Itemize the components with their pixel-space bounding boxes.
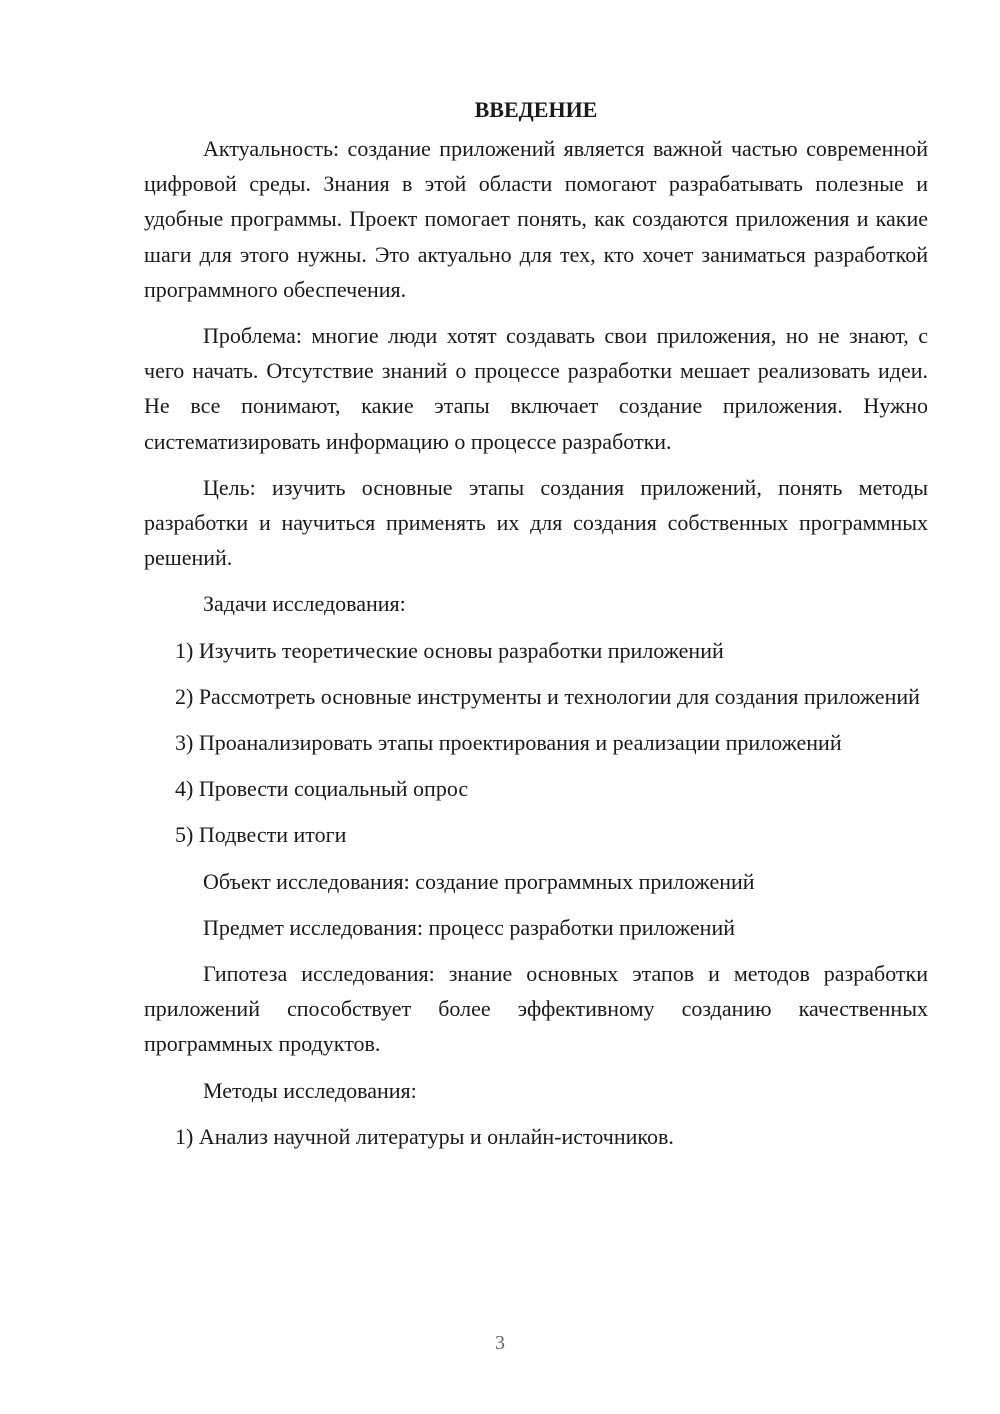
page-number: 3 [495,1332,505,1354]
methods-heading: Методы исследования: [203,1077,417,1103]
page-content [144,92,928,1165]
task-item: 5) Подвести итоги [175,822,347,848]
section-title: ВВЕДЕНИЕ [474,97,598,122]
method-item: 1) Анализ научной литературы и онлайн-источников. [175,1123,674,1149]
task-item: 3) Проанализировать этапы проектирования и реализации приложений [175,730,842,756]
task-item: 1) Изучить теоретические основы разработки приложений [175,637,724,663]
tasks-heading: Задачи исследования: [203,591,406,617]
relevance-paragraph: Актуальность: создание приложений является важной частью современной цифровой среды. Знания в этой области помогают разрабатывать полезные и удобные программы. Проект помогает понять, как создаются приложения и какие шаги для этого нужны. Это актуально для тех, кто хочет заниматься разработкой программного обеспечения. [144,136,928,302]
task-item: 4) Провести социальный опрос [175,776,469,802]
goal-paragraph: Цель: изучить основные этапы создания приложений, понять методы разработки и научиться применять их для создания собственных программных решений. [144,474,928,571]
research-hypothesis: Гипотеза исследования: знание основных этапов и методов разработки приложений способствует более эффективному созданию качественных программных продуктов. [144,961,928,1057]
research-object: Объект исследования: создание программных приложений [203,868,755,894]
task-item: 2) Рассмотреть основные инструменты и технологии для создания приложений [175,683,920,709]
problem-paragraph: Проблема: многие люди хотят создавать свои приложения, но не знают, с чего начать. Отсутствие знаний о процессе разработки мешает реализовать идеи. Не все понимают, какие этапы включает создание приложения. Нужно систематизировать информацию о процессе разработки. [144,323,928,454]
research-subject: Предмет исследования: процесс разработки приложений [203,914,736,940]
